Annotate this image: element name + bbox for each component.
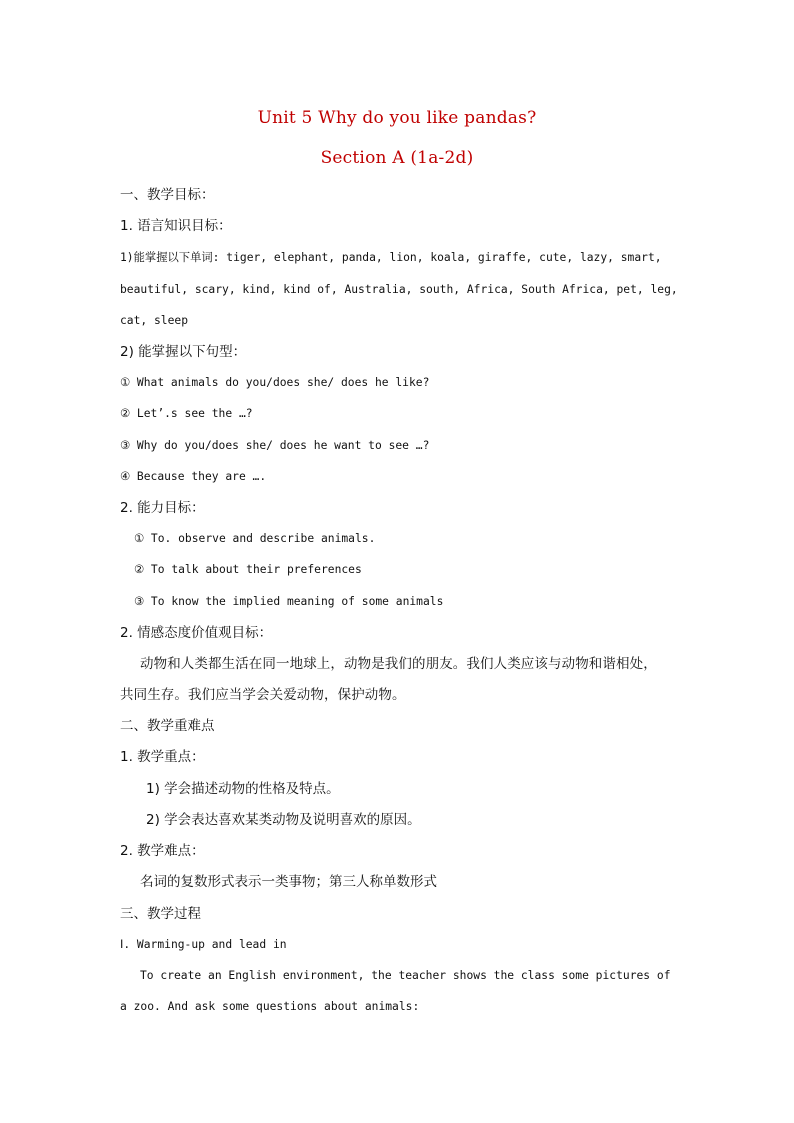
vocabulary-line: cat, sleep [120,314,189,327]
subheading-key-points: 1. 教学重点： [120,749,205,765]
ability-item: ③ To know the implied meaning of some animals [134,595,444,608]
key-point-item: 1) 学会描述动物的性格及特点。 [146,781,340,797]
vocabulary-line: 1)能掌握以下单词: tiger, elephant, panda, lion, koala, giraffe, cute, lazy, smart, [120,251,662,264]
subheading-language-knowledge: 1. 语言知识目标： [120,218,232,234]
sentence-pattern-item: ② Let’.s see the …? [120,407,253,420]
key-point-item: 2) 学会表达喜欢某类动物及说明喜欢的原因。 [146,812,421,828]
sentence-pattern-item: ③ Why do you/does she/ does he want to see …? [120,439,430,452]
subheading-emotion: 2. 情感态度价值观目标： [120,625,273,641]
sentence-pattern-item: ① What animals do you/does she/ does he like? [120,376,430,389]
subheading-difficulties: 2. 教学难点： [120,843,205,859]
paragraph-line: To create an English environment, the teacher shows the class some pictures of [140,969,671,982]
subheading-ability: 2. 能力目标： [120,500,205,516]
paragraph-line: a zoo. And ask some questions about animals: [120,1000,420,1013]
subheading-sentence-patterns: 2) 能掌握以下句型： [120,344,247,360]
sentence-pattern-item: ④ Because they are …. [120,470,267,483]
ability-item: ① To. observe and describe animals. [134,532,376,545]
document-title: Unit 5 Why do you like pandas? [257,108,537,128]
step-heading: Ⅰ. Warming-up and lead in [120,938,287,951]
section-heading-process: 三、教学过程 [120,906,201,922]
paragraph-line: 动物和人类都生活在同一地球上，动物是我们的朋友。我们人类应该与动物和谐相处， [140,656,657,672]
vocabulary-line: beautiful, scary, kind, kind of, Australia, south, Africa, South Africa, pet, leg, [120,283,678,296]
section-heading-objectives: 一、教学目标： [120,187,215,203]
document-subtitle: Section A (1a-2d) [320,148,474,168]
section-heading-key-points: 二、教学重难点 [120,718,215,734]
difficulty-text: 名词的复数形式表示一类事物；第三人称单数形式 [140,874,437,890]
ability-item: ② To talk about their preferences [134,563,362,576]
paragraph-line: 共同生存。我们应当学会关爱动物，保护动物。 [120,687,406,703]
